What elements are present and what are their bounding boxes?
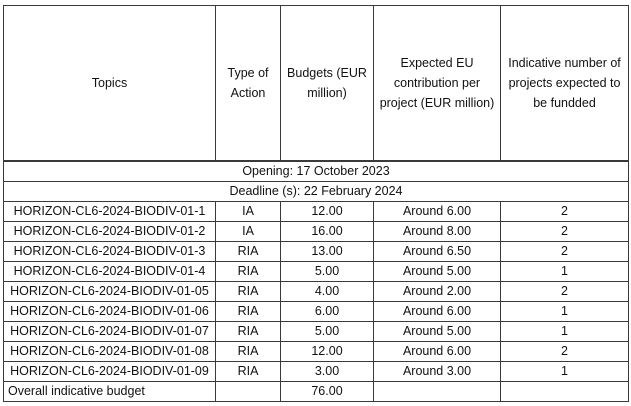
topic-cell: HORIZON-CL6-2024-BIODIV-01-3 bbox=[4, 242, 216, 262]
budget-cell: 4.00 bbox=[281, 282, 374, 302]
header-indicative-projects: Indicative number of projects expected to be fundded bbox=[501, 6, 629, 162]
type-cell: RIA bbox=[216, 362, 281, 382]
budget-cell: 3.00 bbox=[281, 362, 374, 382]
contribution-cell: Around 6.00 bbox=[374, 202, 501, 222]
projects-cell: 1 bbox=[501, 362, 629, 382]
topic-cell: HORIZON-CL6-2024-BIODIV-01-09 bbox=[4, 362, 216, 382]
table-row bbox=[4, 362, 629, 382]
table-row bbox=[4, 342, 629, 362]
topic-cell: HORIZON-CL6-2024-BIODIV-01-4 bbox=[4, 262, 216, 282]
contribution-cell: Around 6.00 bbox=[374, 342, 501, 362]
type-cell: IA bbox=[216, 222, 281, 242]
deadline-row bbox=[4, 182, 629, 202]
contribution-cell: Around 3.00 bbox=[374, 362, 501, 382]
table-row bbox=[4, 242, 629, 262]
contribution-cell: Around 6.00 bbox=[374, 302, 501, 322]
type-cell: RIA bbox=[216, 322, 281, 342]
budget-cell: 13.00 bbox=[281, 242, 374, 262]
topic-cell: HORIZON-CL6-2024-BIODIV-01-2 bbox=[4, 222, 216, 242]
opening-row bbox=[4, 161, 629, 182]
header-row bbox=[4, 6, 629, 162]
type-cell: RIA bbox=[216, 342, 281, 362]
header-expected-contribution: Expected EU contribution per project (EUR million) bbox=[374, 6, 501, 162]
contribution-cell: Around 6.50 bbox=[374, 242, 501, 262]
budget-cell: 6.00 bbox=[281, 302, 374, 322]
budget-cell: 12.00 bbox=[281, 342, 374, 362]
budget-cell: 16.00 bbox=[281, 222, 374, 242]
table-row bbox=[4, 262, 629, 282]
topic-cell: HORIZON-CL6-2024-BIODIV-01-05 bbox=[4, 282, 216, 302]
table-row bbox=[4, 322, 629, 342]
contribution-cell: Around 5.00 bbox=[374, 322, 501, 342]
topic-cell: HORIZON-CL6-2024-BIODIV-01-07 bbox=[4, 322, 216, 342]
type-cell: RIA bbox=[216, 302, 281, 322]
contribution-cell: Around 5.00 bbox=[374, 262, 501, 282]
projects-cell: 2 bbox=[501, 222, 629, 242]
total-projects-empty bbox=[501, 382, 629, 402]
projects-cell: 1 bbox=[501, 302, 629, 322]
projects-cell: 1 bbox=[501, 262, 629, 282]
contribution-cell: Around 8.00 bbox=[374, 222, 501, 242]
header-type-of-action: Type of Action bbox=[216, 6, 281, 162]
header-budgets: Budgets (EUR million) bbox=[281, 6, 374, 162]
header-topics: Topics bbox=[4, 6, 216, 162]
table-row bbox=[4, 202, 629, 222]
deadline-date: Deadline (s): 22 February 2024 bbox=[4, 182, 629, 202]
projects-cell: 2 bbox=[501, 282, 629, 302]
table-row bbox=[4, 282, 629, 302]
table-row bbox=[4, 302, 629, 322]
type-cell: RIA bbox=[216, 262, 281, 282]
total-budget: 76.00 bbox=[281, 382, 374, 402]
budget-cell: 5.00 bbox=[281, 322, 374, 342]
type-cell: IA bbox=[216, 202, 281, 222]
total-row bbox=[4, 382, 629, 402]
contribution-cell: Around 2.00 bbox=[374, 282, 501, 302]
budget-cell: 5.00 bbox=[281, 262, 374, 282]
projects-cell: 2 bbox=[501, 342, 629, 362]
topic-cell: HORIZON-CL6-2024-BIODIV-01-08 bbox=[4, 342, 216, 362]
type-cell: RIA bbox=[216, 242, 281, 262]
total-contribution-empty bbox=[374, 382, 501, 402]
table-row bbox=[4, 222, 629, 242]
topic-cell: HORIZON-CL6-2024-BIODIV-01-1 bbox=[4, 202, 216, 222]
topic-cell: HORIZON-CL6-2024-BIODIV-01-06 bbox=[4, 302, 216, 322]
projects-cell: 2 bbox=[501, 242, 629, 262]
opening-date: Opening: 17 October 2023 bbox=[4, 161, 629, 182]
projects-cell: 2 bbox=[501, 202, 629, 222]
type-cell: RIA bbox=[216, 282, 281, 302]
budget-table bbox=[3, 5, 629, 402]
budget-cell: 12.00 bbox=[281, 202, 374, 222]
total-type-empty bbox=[216, 382, 281, 402]
total-label: Overall indicative budget bbox=[4, 382, 216, 402]
projects-cell: 1 bbox=[501, 322, 629, 342]
